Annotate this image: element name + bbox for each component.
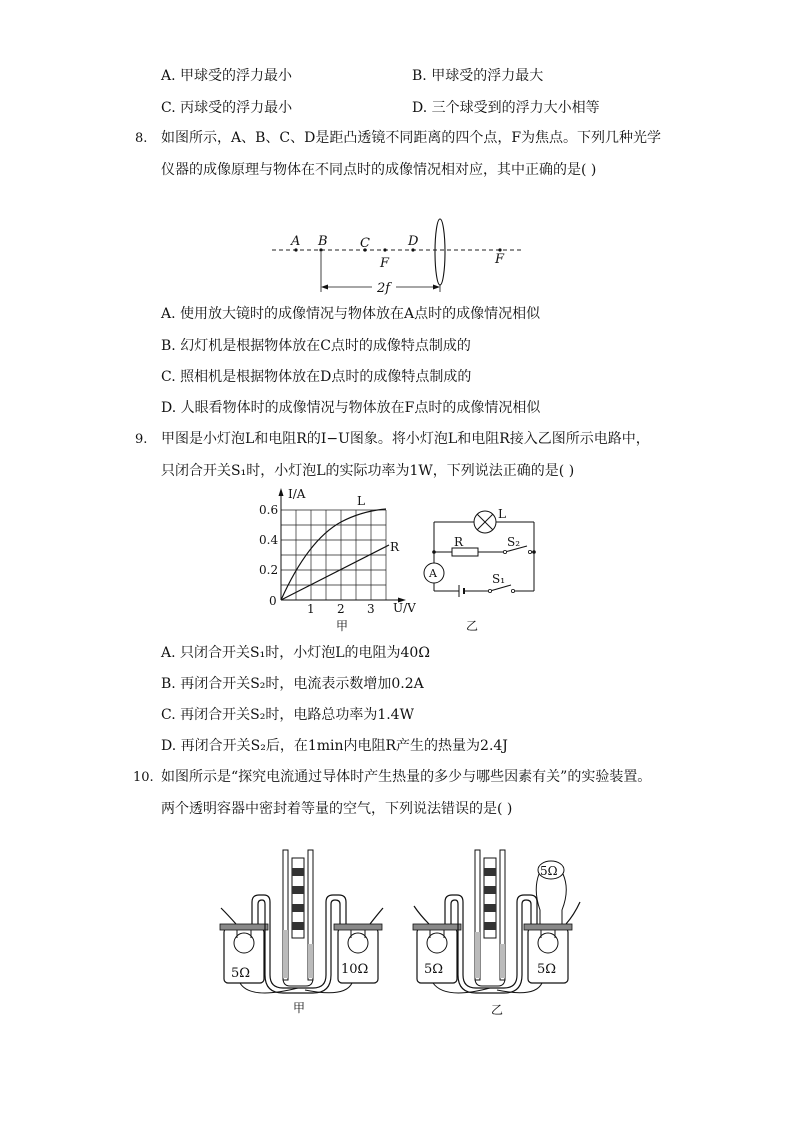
label-c: C — [360, 236, 370, 251]
label-f-left: F — [380, 256, 390, 271]
ammeter-label: A — [429, 567, 437, 580]
apparatus-jia — [210, 850, 395, 1020]
q7-option-b: B. 甲球受的浮力最大 — [412, 68, 544, 84]
switch-s1-label: S₁ — [492, 572, 506, 586]
q9-stem-line1: 甲图是小灯泡L和电阻R的I−U图象。将小灯泡L和电阻R接入乙图所示电路中， — [161, 431, 650, 447]
jia-caption: 甲 — [293, 1001, 306, 1015]
x-axis-label: U/V — [393, 601, 416, 615]
lamp-label: L — [498, 507, 506, 521]
q9-option-c: C. 再闭合开关S₂时，电路总功率为1.4W — [161, 707, 414, 723]
circuit-diagram — [418, 500, 543, 635]
xtick-2: 2 — [337, 602, 345, 616]
q8-number: 8. — [135, 131, 148, 146]
ytick-0-2: 0.2 — [259, 563, 279, 577]
line-r — [281, 545, 389, 600]
lens-diagram — [260, 215, 540, 300]
jia-right-resistor: 10Ω — [341, 962, 369, 977]
iu-graph — [255, 485, 425, 635]
q7-option-c: C. 丙球受的浮力最小 — [161, 100, 293, 116]
label-d: D — [408, 234, 419, 249]
switch-s2-label: S₂ — [507, 535, 521, 549]
curve-l-label: L — [357, 494, 365, 508]
jia-left-resistor: 5Ω — [231, 966, 251, 981]
q9-number: 9. — [135, 432, 148, 447]
line-r-label: R — [390, 540, 400, 554]
apparatus-yi — [405, 850, 585, 1020]
q8-option-d: D. 人眼看物体时的成像情况与物体放在F点时的成像情况相似 — [161, 400, 541, 416]
q9-option-a: A. 只闭合开关S₁时，小灯泡L的电阻为40Ω — [161, 645, 430, 661]
q8-option-b: B. 幻灯机是根据物体放在C点时的成像特点制成的 — [161, 338, 471, 354]
q10-stem-line2: 两个透明容器中密封着等量的空气，下列说法错误的是( ) — [161, 801, 513, 817]
label-a: A — [291, 234, 301, 249]
ytick-0: 0 — [269, 594, 277, 608]
q8-stem-line1: 如图所示，A、B、C、D是距凸透镜不同距离的四个点，F为焦点。下列几种光学 — [161, 130, 662, 146]
graph-caption: 甲 — [336, 619, 349, 633]
ytick-0-6: 0.6 — [259, 503, 279, 517]
label-b: B — [318, 234, 328, 249]
y-axis-label: I/A — [288, 487, 306, 501]
q8-option-a: A. 使用放大镜时的成像情况与物体放在A点时的成像情况相似 — [161, 306, 541, 322]
q10-number: 10. — [133, 770, 154, 785]
q8-option-c: C. 照相机是根据物体放在D点时的成像特点制成的 — [161, 369, 472, 385]
xtick-3: 3 — [367, 602, 375, 616]
q9-stem-line2: 只闭合开关S₁时，小灯泡L的实际功率为1W，下列说法正确的是( ) — [161, 463, 575, 479]
yi-outer-resistor: 5Ω — [540, 864, 558, 878]
yi-left-resistor: 5Ω — [424, 962, 444, 977]
q7-option-a: A. 甲球受的浮力最小 — [161, 68, 293, 84]
circuit-caption: 乙 — [466, 619, 479, 633]
q7-option-d: D. 三个球受到的浮力大小相等 — [412, 100, 600, 116]
resistor-label: R — [454, 535, 464, 549]
point-f-left-dot — [383, 248, 386, 251]
q9-option-d: D. 再闭合开关S₂后，在1min内电阻R产生的热量为2.4J — [161, 738, 508, 754]
convex-lens — [435, 219, 445, 285]
xtick-1: 1 — [307, 602, 315, 616]
ytick-0-4: 0.4 — [259, 533, 279, 547]
q10-stem-line1: 如图所示是“探究电流通过导体时产生热量的多少与哪些因素有关”的实验装置。 — [161, 769, 652, 785]
q9-option-b: B. 再闭合开关S₂时，电流表示数增加0.2A — [161, 676, 424, 692]
yi-right-resistor: 5Ω — [537, 962, 557, 977]
q8-stem-line2: 仪器的成像原理与物体在不同点时的成像情况相对应，其中正确的是( ) — [161, 162, 597, 178]
yi-caption: 乙 — [491, 1003, 504, 1017]
label-f-right: F — [495, 252, 505, 267]
label-2f: 2f — [377, 281, 391, 296]
